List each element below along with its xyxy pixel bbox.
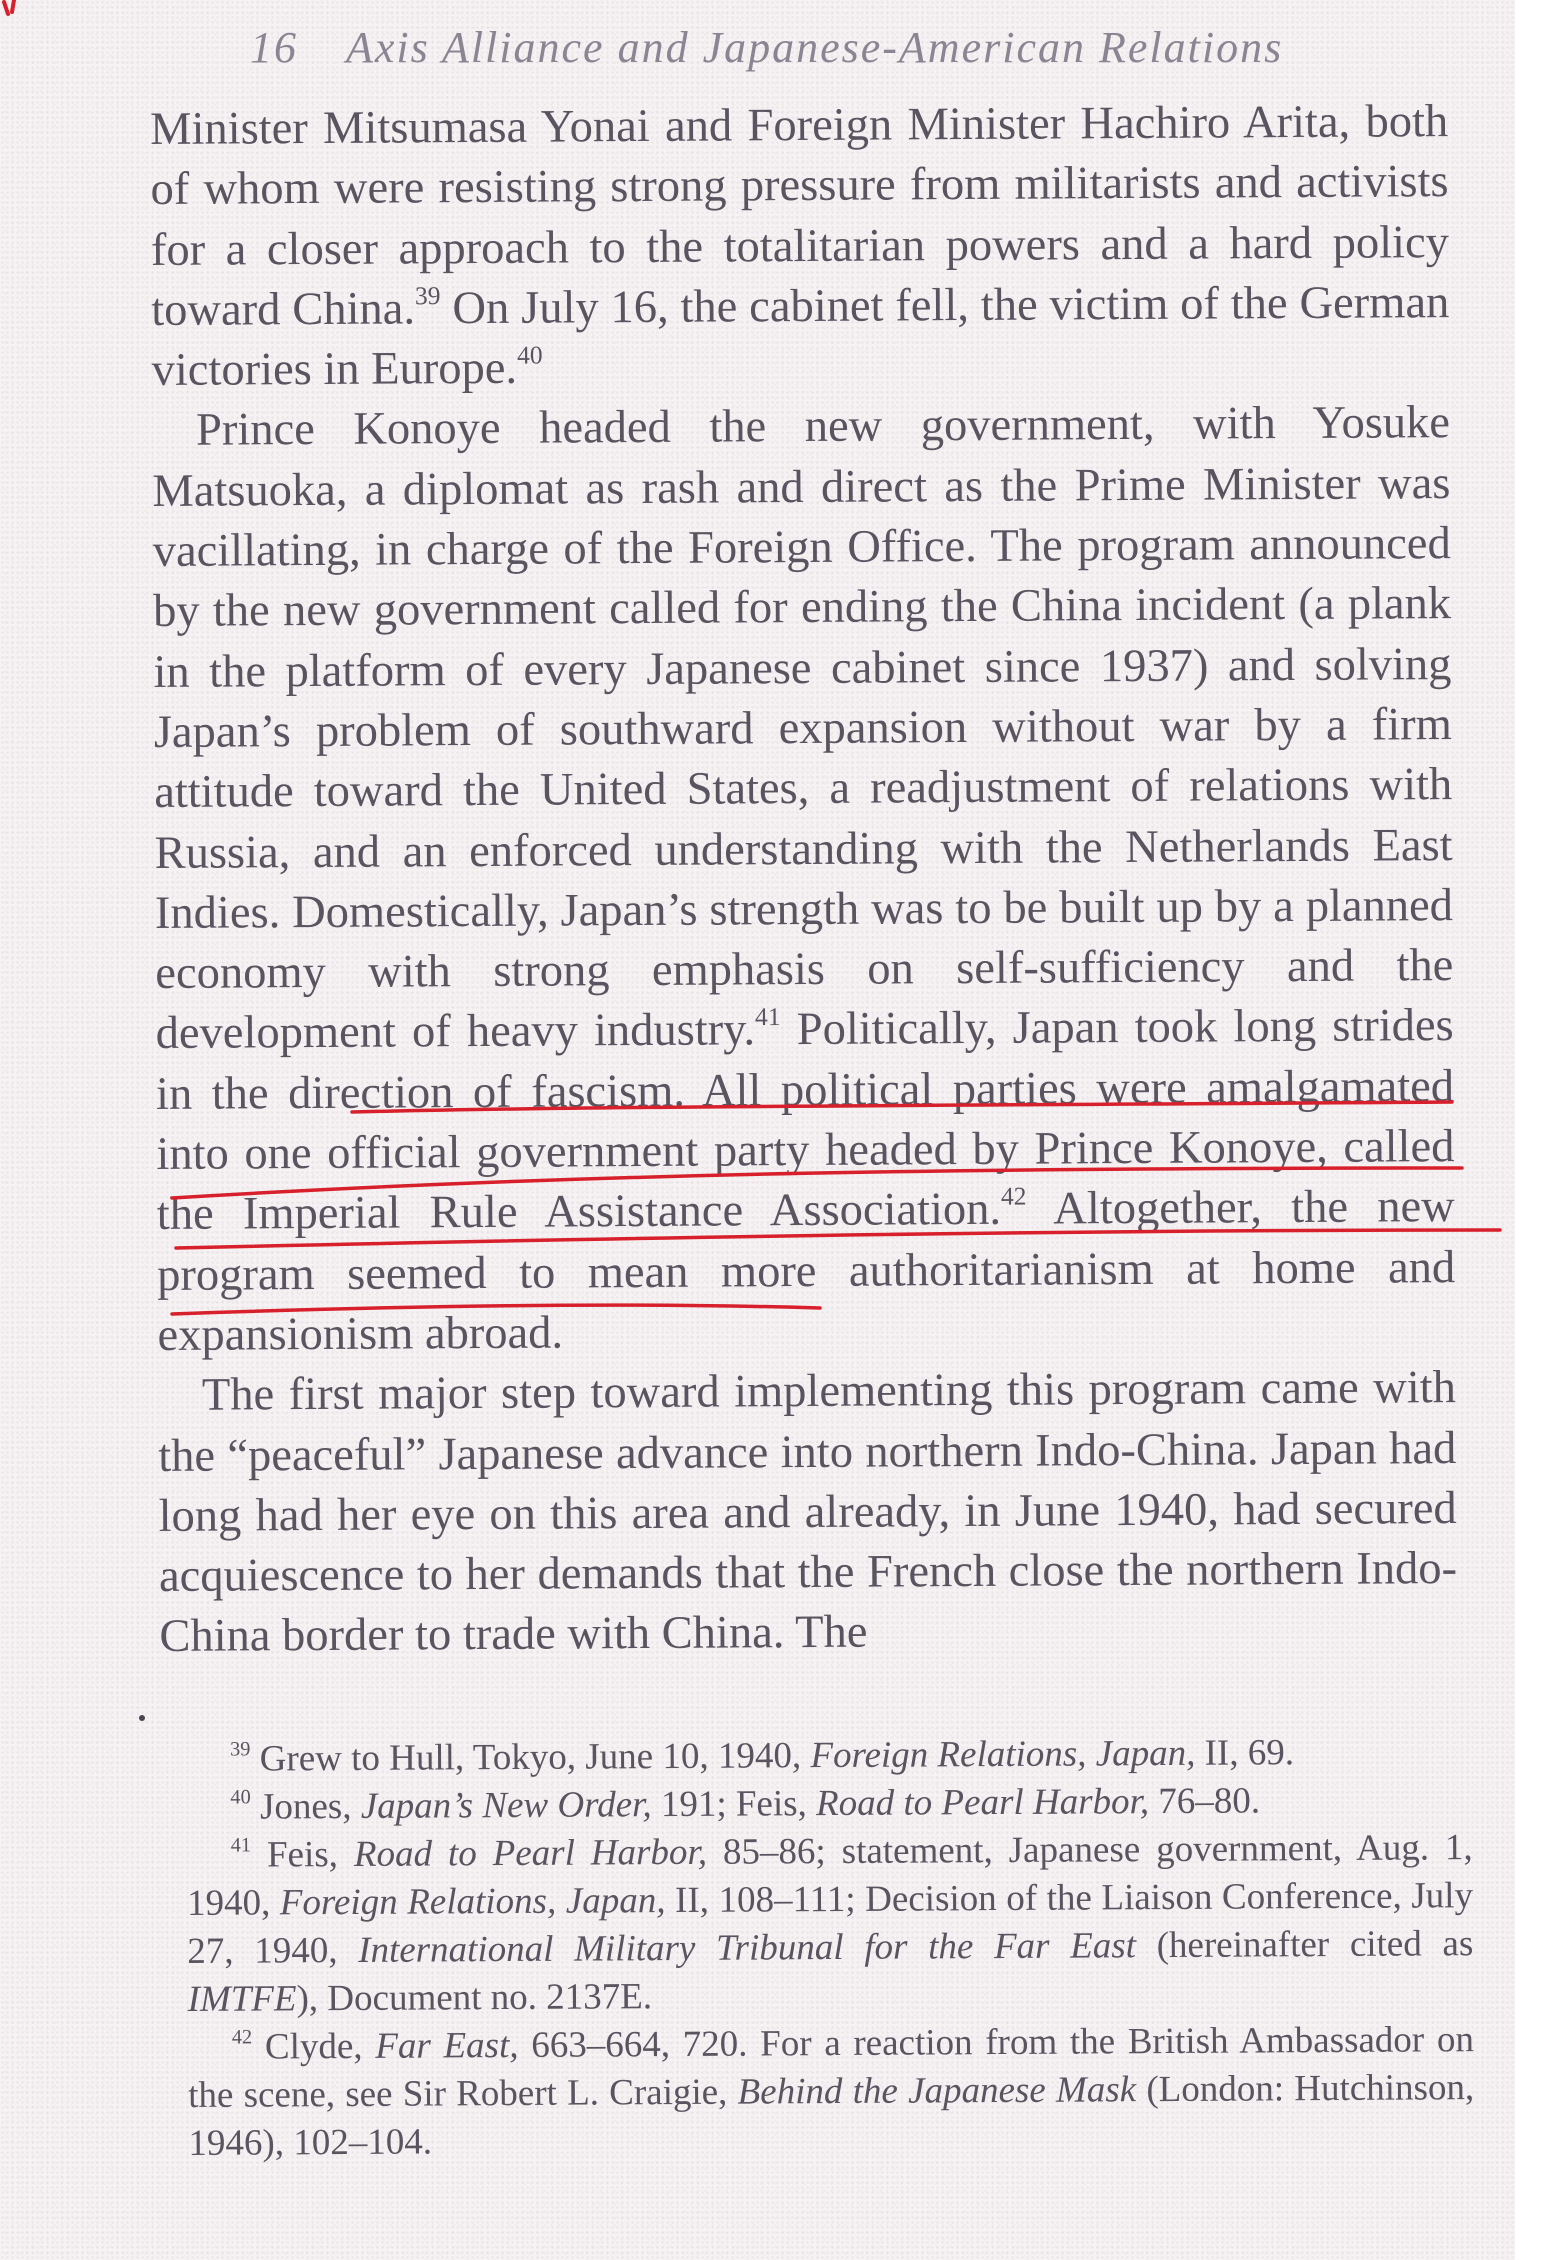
footnote-41-title-b: Foreign Relations, Japan, xyxy=(279,1880,666,1924)
footnote-40-title-a: Japan’s New Order, xyxy=(360,1784,652,1827)
footnote-42-number: 42 xyxy=(231,2026,253,2049)
footnote-ref-42: 42 xyxy=(1000,1181,1027,1211)
footnote-42 xyxy=(188,2016,1475,2168)
footnote-41-text-i: ), Document no. 2137E. xyxy=(296,1976,653,2020)
scan-white-edge xyxy=(1515,0,1555,2260)
footnote-41-title-a: Road to Pearl Harbor, xyxy=(353,1831,708,1875)
margin-speck xyxy=(139,1715,145,1721)
footnote-41-text-g: (hereinafter cited as xyxy=(1135,1923,1474,1967)
footnote-40-number: 40 xyxy=(230,1786,251,1809)
footnote-42-title-a: Far East, xyxy=(375,2024,519,2067)
page-number: 16 xyxy=(250,23,298,72)
paragraph-3-text: The first major step toward implementing this program came with the “peaceful” Japanese advance into northern Indo-China. Japan had long had her eye on this area and already, in June 1940, had secured acquiescence to her demands that the French close the northern Indo-China border to trade with China. The xyxy=(158,1362,1458,1663)
footnote-41-text-c: 85–86; statement, Japanese government, Aug. 1, 1940, xyxy=(186,1827,1473,1924)
paragraph-1-text-a: Minister Mitsumasa Yonai and Foreign Minister Hachiro Arita, both of whom were resisting strong pressure from militarists and activists for a closer approach to the totalitarian powers and a hard policy toward China. xyxy=(150,96,1450,336)
running-head xyxy=(250,22,1350,73)
footnote-41 xyxy=(187,1824,1474,2024)
footnote-41-number: 41 xyxy=(230,1834,252,1857)
running-head-title: Axis Alliance and Japanese-American Relations xyxy=(346,23,1284,72)
footnote-39-title: Foreign Relations, Japan, xyxy=(810,1732,1196,1777)
footnote-40-title-b: Road to Pearl Harbor, xyxy=(815,1781,1150,1825)
paragraph-2 xyxy=(152,394,1456,1367)
footnote-41-title-c: International Military Tribunal for the Far East xyxy=(358,1925,1137,1971)
paragraph-2-underlined-text: Politically, Japan took long strides in the direction of fascism. All political parties were amalgamated into one official government party headed by Prince Konoye, called the Imperial Rule Assistance Association. xyxy=(155,1000,1455,1241)
footnote-39-number: 39 xyxy=(230,1738,251,1761)
footnote-40-text-c: 191; Feis, xyxy=(651,1783,817,1826)
footnote-ref-40: 40 xyxy=(516,340,543,370)
red-corner-mark xyxy=(0,0,30,18)
footnote-42-text-e: (London: Hutchinson, 1946), 102–104. xyxy=(188,2067,1475,2164)
footnotes xyxy=(186,1728,1475,2168)
footnote-42-title-b: Behind the Japanese Mask xyxy=(737,2069,1137,2113)
footnote-42-text-a: Clyde, xyxy=(252,2025,376,2068)
footnote-ref-39: 39 xyxy=(414,280,441,311)
footnote-40-text-e: 76–80. xyxy=(1148,1780,1261,1823)
footnote-39-text-a: Grew to Hull, Tokyo, June 10, 1940, xyxy=(250,1735,811,1780)
paragraph-3 xyxy=(158,1358,1458,1667)
body-text xyxy=(150,92,1458,1668)
footnote-42-text-c: 663–664, 720. For a reaction from the British Ambassador on the scene, see Sir Robert L. Craigie, xyxy=(188,2019,1475,2116)
footnote-40-text-a: Jones, xyxy=(250,1785,361,1828)
footnote-41-abbrev: IMTFE xyxy=(187,1978,297,2020)
footnote-ref-41: 41 xyxy=(754,1002,781,1032)
paragraph-2-text-a: Prince Konoye headed the new government, with Yosuke Matsuoka, a diplomat as rash and direct as the Prime Minister was vacillating, in charge of the Foreign Office. The program announced by the new government called for ending the China incident (a plank in the platform of every Japanese cabinet since 1937) and solving Japan’s problem of southward expansion without war by a firm attitude toward the United States, a readjustment of relations with Russia, and an enforced understanding with the Netherlands East Indies. Domestically, Japan’s strength was to be built up by a planned economy with strong emphasis on self-sufficiency and the development of heavy industry. xyxy=(152,397,1454,1060)
footnote-39-text-c: II, 69. xyxy=(1195,1732,1295,1774)
paragraph-2-text-c: Altogether, the new program seemed to mean more authoritarianism at home and expansionism abroad. xyxy=(157,1181,1456,1361)
footnote-40 xyxy=(186,1776,1472,1832)
paragraph-1 xyxy=(150,92,1450,401)
footnote-41-text-a: Feis, xyxy=(250,1833,355,1876)
footnote-41-text-e: II, 108–111; Decision of the Liaison Conference, July 27, 1940, xyxy=(187,1875,1474,1972)
paragraph-1-text-b: On July 16, the cabinet fell, the victim of the German victories in Europe. xyxy=(151,276,1450,397)
footnote-39 xyxy=(186,1728,1472,1784)
